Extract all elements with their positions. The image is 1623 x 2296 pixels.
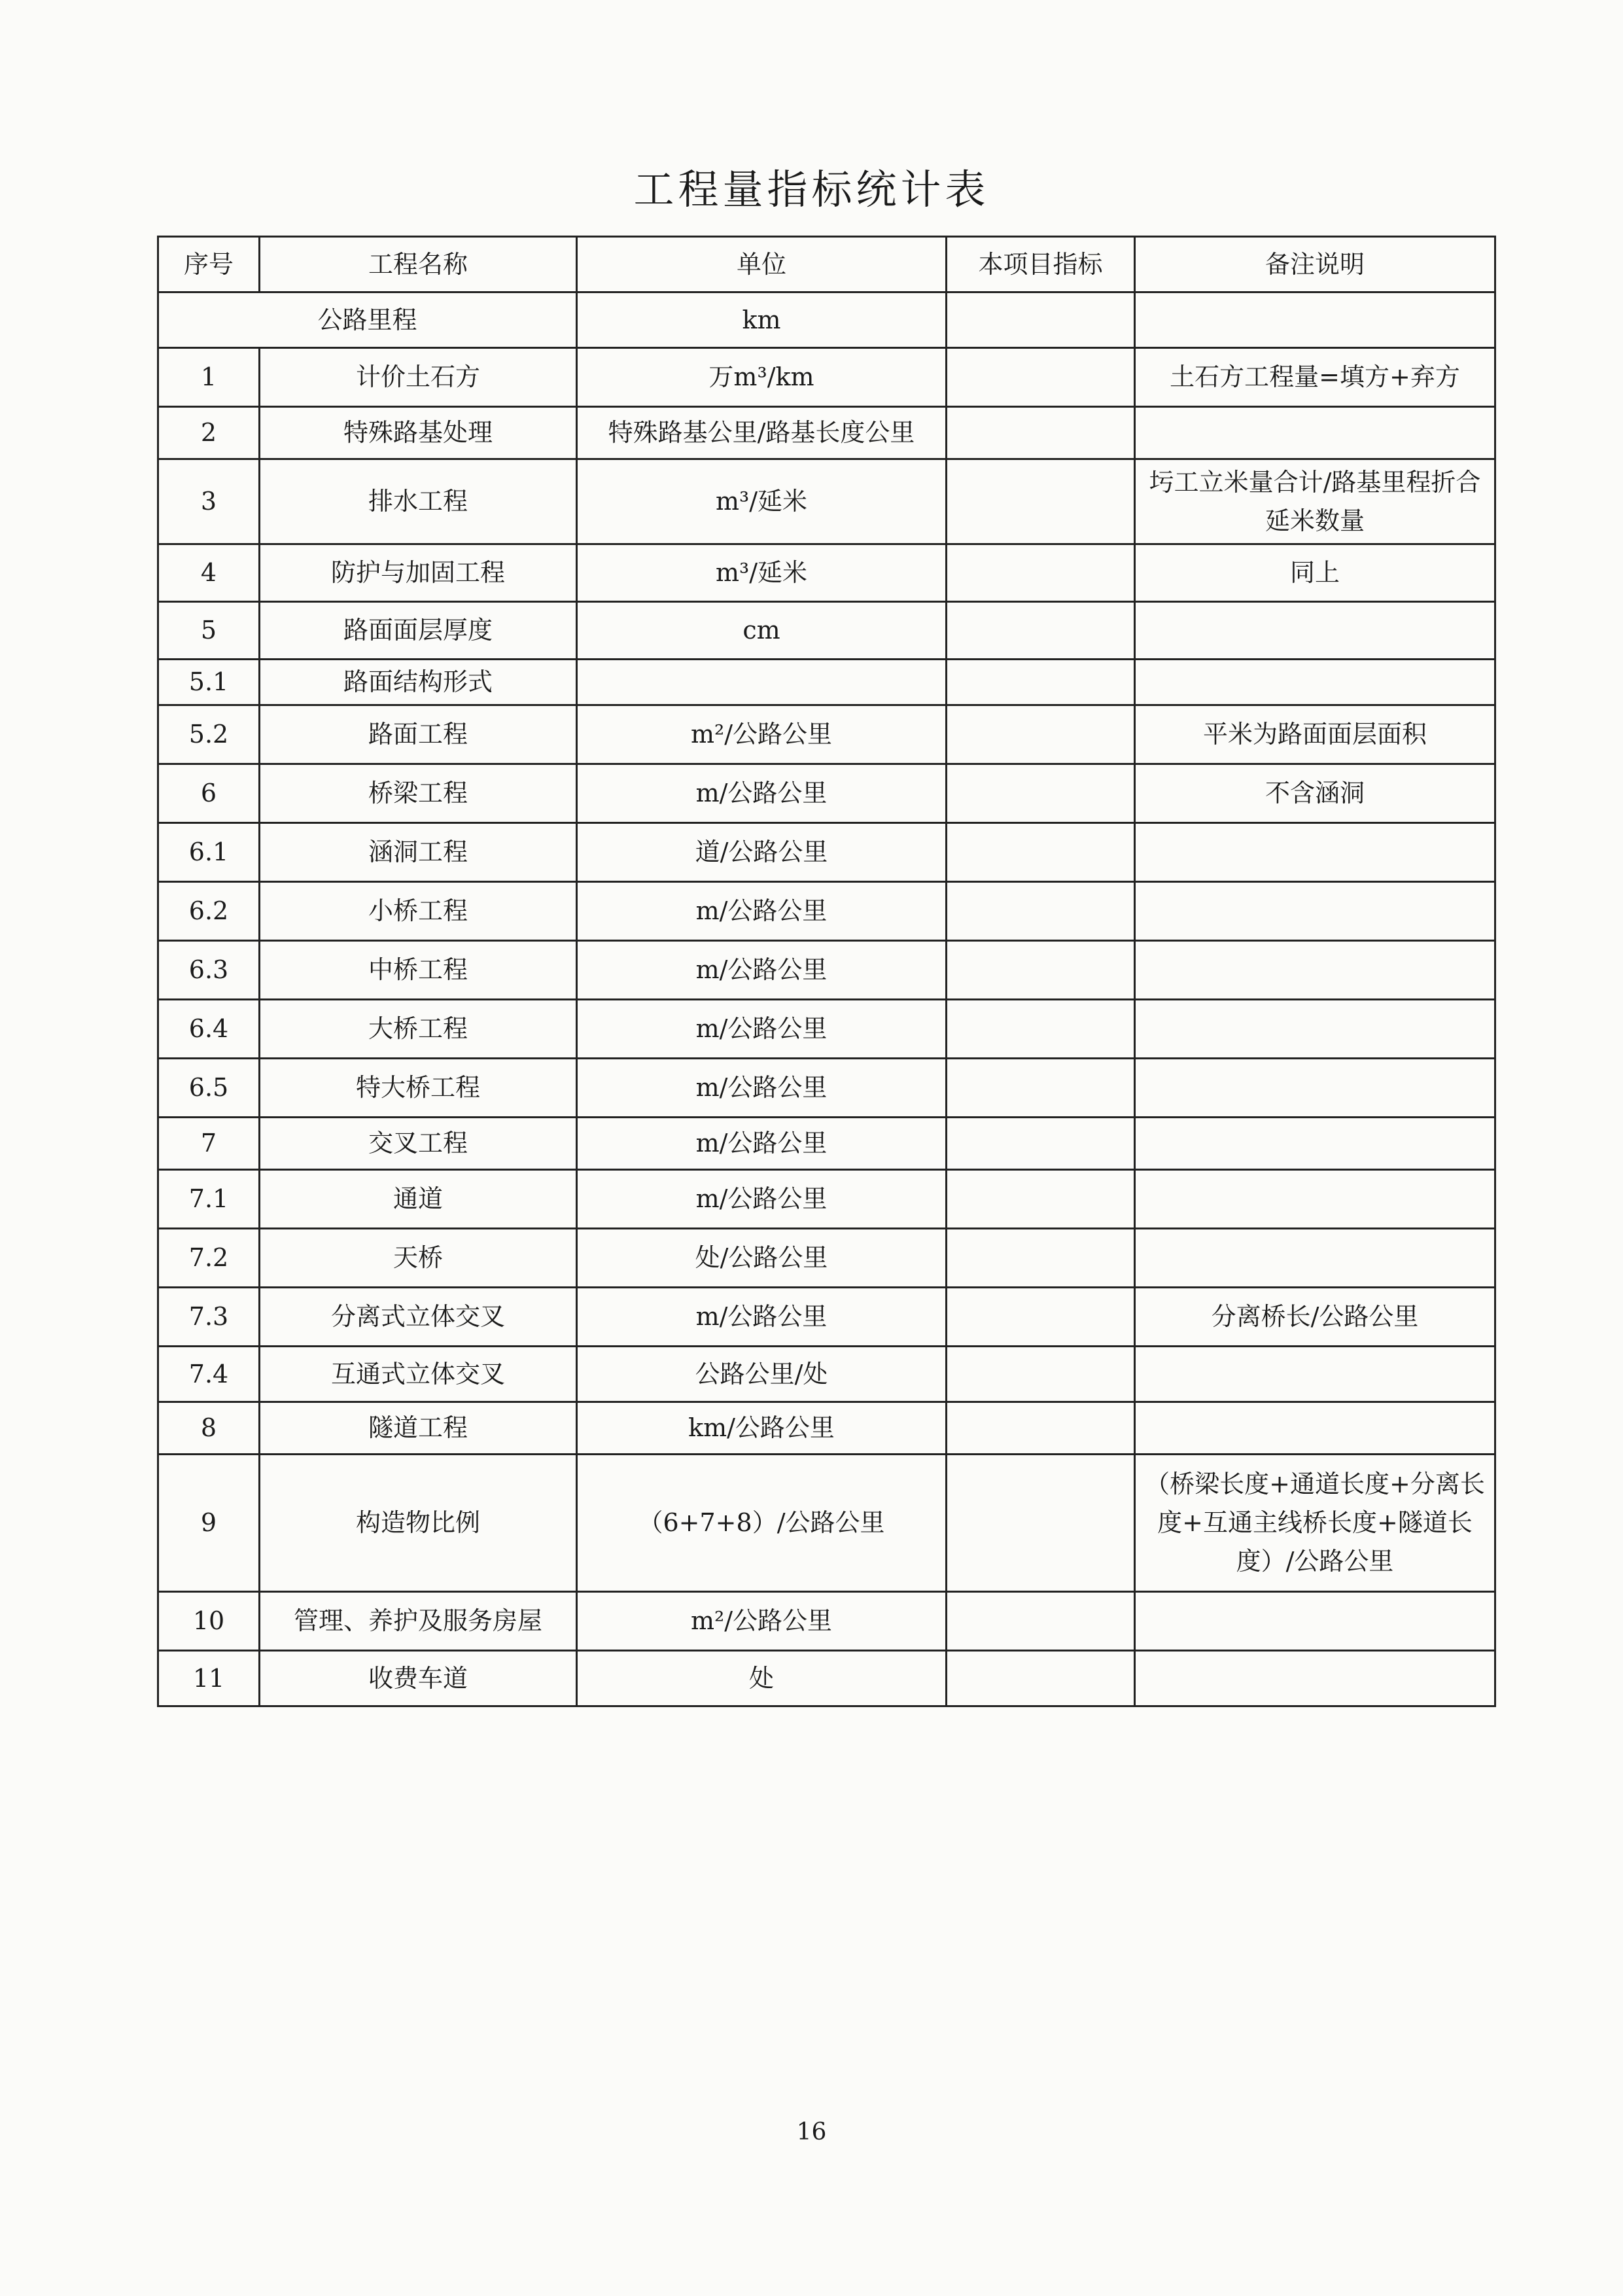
- road-mileage-indicator: [947, 292, 1135, 348]
- row-name: 特大桥工程: [260, 1059, 577, 1118]
- table-row: [158, 823, 1495, 882]
- road-mileage-label: 公路里程: [158, 292, 577, 348]
- table-row: [158, 1455, 1495, 1592]
- row-remark: [1135, 1000, 1495, 1059]
- row-name: 防护与加固工程: [260, 544, 577, 602]
- row-remark: 平米为路面面层面积: [1135, 705, 1495, 764]
- table-row: [158, 544, 1495, 602]
- row-seq: 6.5: [158, 1059, 260, 1118]
- road-mileage-remark: [1135, 292, 1495, 348]
- header-remark: 备注说明: [1135, 237, 1495, 292]
- row-indicator: [947, 1651, 1135, 1706]
- row-unit: m/公路公里: [577, 1170, 947, 1229]
- row-indicator: [947, 823, 1135, 882]
- row-indicator: [947, 1170, 1135, 1229]
- row-remark: 土石方工程量=填方+弃方: [1135, 348, 1495, 407]
- table-row: [158, 348, 1495, 407]
- row-unit: 公路公里/处: [577, 1347, 947, 1402]
- table-row: [158, 602, 1495, 660]
- row-indicator: [947, 1347, 1135, 1402]
- row-unit: m/公路公里: [577, 764, 947, 823]
- row-indicator: [947, 764, 1135, 823]
- table-row: [158, 882, 1495, 941]
- row-seq: 9: [158, 1455, 260, 1592]
- row-name: 天桥: [260, 1229, 577, 1288]
- row-name: 通道: [260, 1170, 577, 1229]
- row-indicator: [947, 1118, 1135, 1170]
- road-mileage-unit: km: [577, 292, 947, 348]
- row-indicator: [947, 1592, 1135, 1651]
- row-unit: cm: [577, 602, 947, 660]
- row-seq: 7.3: [158, 1288, 260, 1347]
- row-name: 涵洞工程: [260, 823, 577, 882]
- header-indicator: 本项目指标: [947, 237, 1135, 292]
- row-name: 路面面层厚度: [260, 602, 577, 660]
- row-remark: [1135, 1170, 1495, 1229]
- row-indicator: [947, 1000, 1135, 1059]
- row-unit: m²/公路公里: [577, 705, 947, 764]
- row-name: 交叉工程: [260, 1118, 577, 1170]
- row-unit: m/公路公里: [577, 1000, 947, 1059]
- header-name: 工程名称: [260, 237, 577, 292]
- table-row: [158, 1059, 1495, 1118]
- row-indicator: [947, 1059, 1135, 1118]
- row-remark: [1135, 1059, 1495, 1118]
- row-indicator: [947, 1402, 1135, 1455]
- row-remark: 分离桥长/公路公里: [1135, 1288, 1495, 1347]
- row-unit: m/公路公里: [577, 1288, 947, 1347]
- row-unit: 万m³/km: [577, 348, 947, 407]
- row-indicator: [947, 602, 1135, 660]
- row-indicator: [947, 544, 1135, 602]
- row-unit: （6+7+8）/公路公里: [577, 1455, 947, 1592]
- table-row: [158, 1288, 1495, 1347]
- row-seq: 5: [158, 602, 260, 660]
- row-unit: 道/公路公里: [577, 823, 947, 882]
- table-row: [158, 1347, 1495, 1402]
- row-seq: 10: [158, 1592, 260, 1651]
- table-row: [158, 407, 1495, 459]
- row-indicator: [947, 348, 1135, 407]
- row-name: 路面结构形式: [260, 660, 577, 705]
- row-name: 管理、养护及服务房屋: [260, 1592, 577, 1651]
- row-seq: 7.2: [158, 1229, 260, 1288]
- table-header-row: [158, 237, 1495, 292]
- table-row: [158, 941, 1495, 1000]
- row-seq: 7.1: [158, 1170, 260, 1229]
- row-unit: km/公路公里: [577, 1402, 947, 1455]
- row-indicator: [947, 705, 1135, 764]
- row-name: 路面工程: [260, 705, 577, 764]
- row-indicator: [947, 660, 1135, 705]
- table-row: [158, 1000, 1495, 1059]
- header-unit: 单位: [577, 237, 947, 292]
- indicator-table: [157, 236, 1496, 1707]
- row-unit: m²/公路公里: [577, 1592, 947, 1651]
- table-row: [158, 1170, 1495, 1229]
- row-unit: m³/延米: [577, 544, 947, 602]
- table-row: [158, 1402, 1495, 1455]
- row-unit: m/公路公里: [577, 941, 947, 1000]
- row-seq: 2: [158, 407, 260, 459]
- row-unit: m/公路公里: [577, 882, 947, 941]
- row-indicator: [947, 407, 1135, 459]
- row-name: 构造物比例: [260, 1455, 577, 1592]
- header-seq: 序号: [158, 237, 260, 292]
- row-remark: 同上: [1135, 544, 1495, 602]
- row-remark: [1135, 941, 1495, 1000]
- page-title: 工程量指标统计表: [633, 166, 990, 213]
- row-seq: 6.4: [158, 1000, 260, 1059]
- row-seq: 11: [158, 1651, 260, 1706]
- row-name: 桥梁工程: [260, 764, 577, 823]
- table-row: [158, 1592, 1495, 1651]
- row-indicator: [947, 882, 1135, 941]
- row-name: 中桥工程: [260, 941, 577, 1000]
- table-row: [158, 764, 1495, 823]
- row-remark: 圬工立米量合计/路基里程折合延米数量: [1135, 459, 1495, 544]
- row-indicator: [947, 941, 1135, 1000]
- table-row: [158, 1651, 1495, 1706]
- row-indicator: [947, 1229, 1135, 1288]
- row-seq: 1: [158, 348, 260, 407]
- row-seq: 8: [158, 1402, 260, 1455]
- row-remark: 不含涵洞: [1135, 764, 1495, 823]
- row-unit: m³/延米: [577, 459, 947, 544]
- row-remark: [1135, 1651, 1495, 1706]
- row-remark: [1135, 1402, 1495, 1455]
- row-name: 分离式立体交叉: [260, 1288, 577, 1347]
- row-seq: 4: [158, 544, 260, 602]
- row-indicator: [947, 459, 1135, 544]
- row-seq: 7.4: [158, 1347, 260, 1402]
- row-indicator: [947, 1288, 1135, 1347]
- row-remark: [1135, 407, 1495, 459]
- row-unit: 特殊路基公里/路基长度公里: [577, 407, 947, 459]
- row-seq: 6.3: [158, 941, 260, 1000]
- road-mileage-row: [158, 292, 1495, 348]
- row-name: 收费车道: [260, 1651, 577, 1706]
- row-seq: 6.2: [158, 882, 260, 941]
- row-seq: 5.1: [158, 660, 260, 705]
- row-seq: 7: [158, 1118, 260, 1170]
- row-name: 小桥工程: [260, 882, 577, 941]
- row-name: 特殊路基处理: [260, 407, 577, 459]
- row-name: 隧道工程: [260, 1402, 577, 1455]
- row-remark: （桥梁长度+通道长度+分离长度+互通主线桥长度+隧道长度）/公路公里: [1135, 1455, 1495, 1592]
- row-name: 计价土石方: [260, 348, 577, 407]
- table-row: [158, 459, 1495, 544]
- row-unit: m/公路公里: [577, 1059, 947, 1118]
- row-remark: [1135, 882, 1495, 941]
- row-remark: [1135, 1118, 1495, 1170]
- row-unit: 处: [577, 1651, 947, 1706]
- row-name: 排水工程: [260, 459, 577, 544]
- row-remark: [1135, 660, 1495, 705]
- row-unit: m/公路公里: [577, 1118, 947, 1170]
- table-row: [158, 1229, 1495, 1288]
- row-seq: 3: [158, 459, 260, 544]
- row-seq: 6.1: [158, 823, 260, 882]
- row-unit: [577, 660, 947, 705]
- row-name: 互通式立体交叉: [260, 1347, 577, 1402]
- table-row: [158, 705, 1495, 764]
- row-remark: [1135, 1592, 1495, 1651]
- row-name: 大桥工程: [260, 1000, 577, 1059]
- row-indicator: [947, 1455, 1135, 1592]
- row-remark: [1135, 1229, 1495, 1288]
- row-remark: [1135, 1347, 1495, 1402]
- row-remark: [1135, 823, 1495, 882]
- row-seq: 6: [158, 764, 260, 823]
- row-seq: 5.2: [158, 705, 260, 764]
- row-unit: 处/公路公里: [577, 1229, 947, 1288]
- table-row: [158, 660, 1495, 705]
- table-row: [158, 1118, 1495, 1170]
- page-number: 16: [796, 2119, 827, 2146]
- row-remark: [1135, 602, 1495, 660]
